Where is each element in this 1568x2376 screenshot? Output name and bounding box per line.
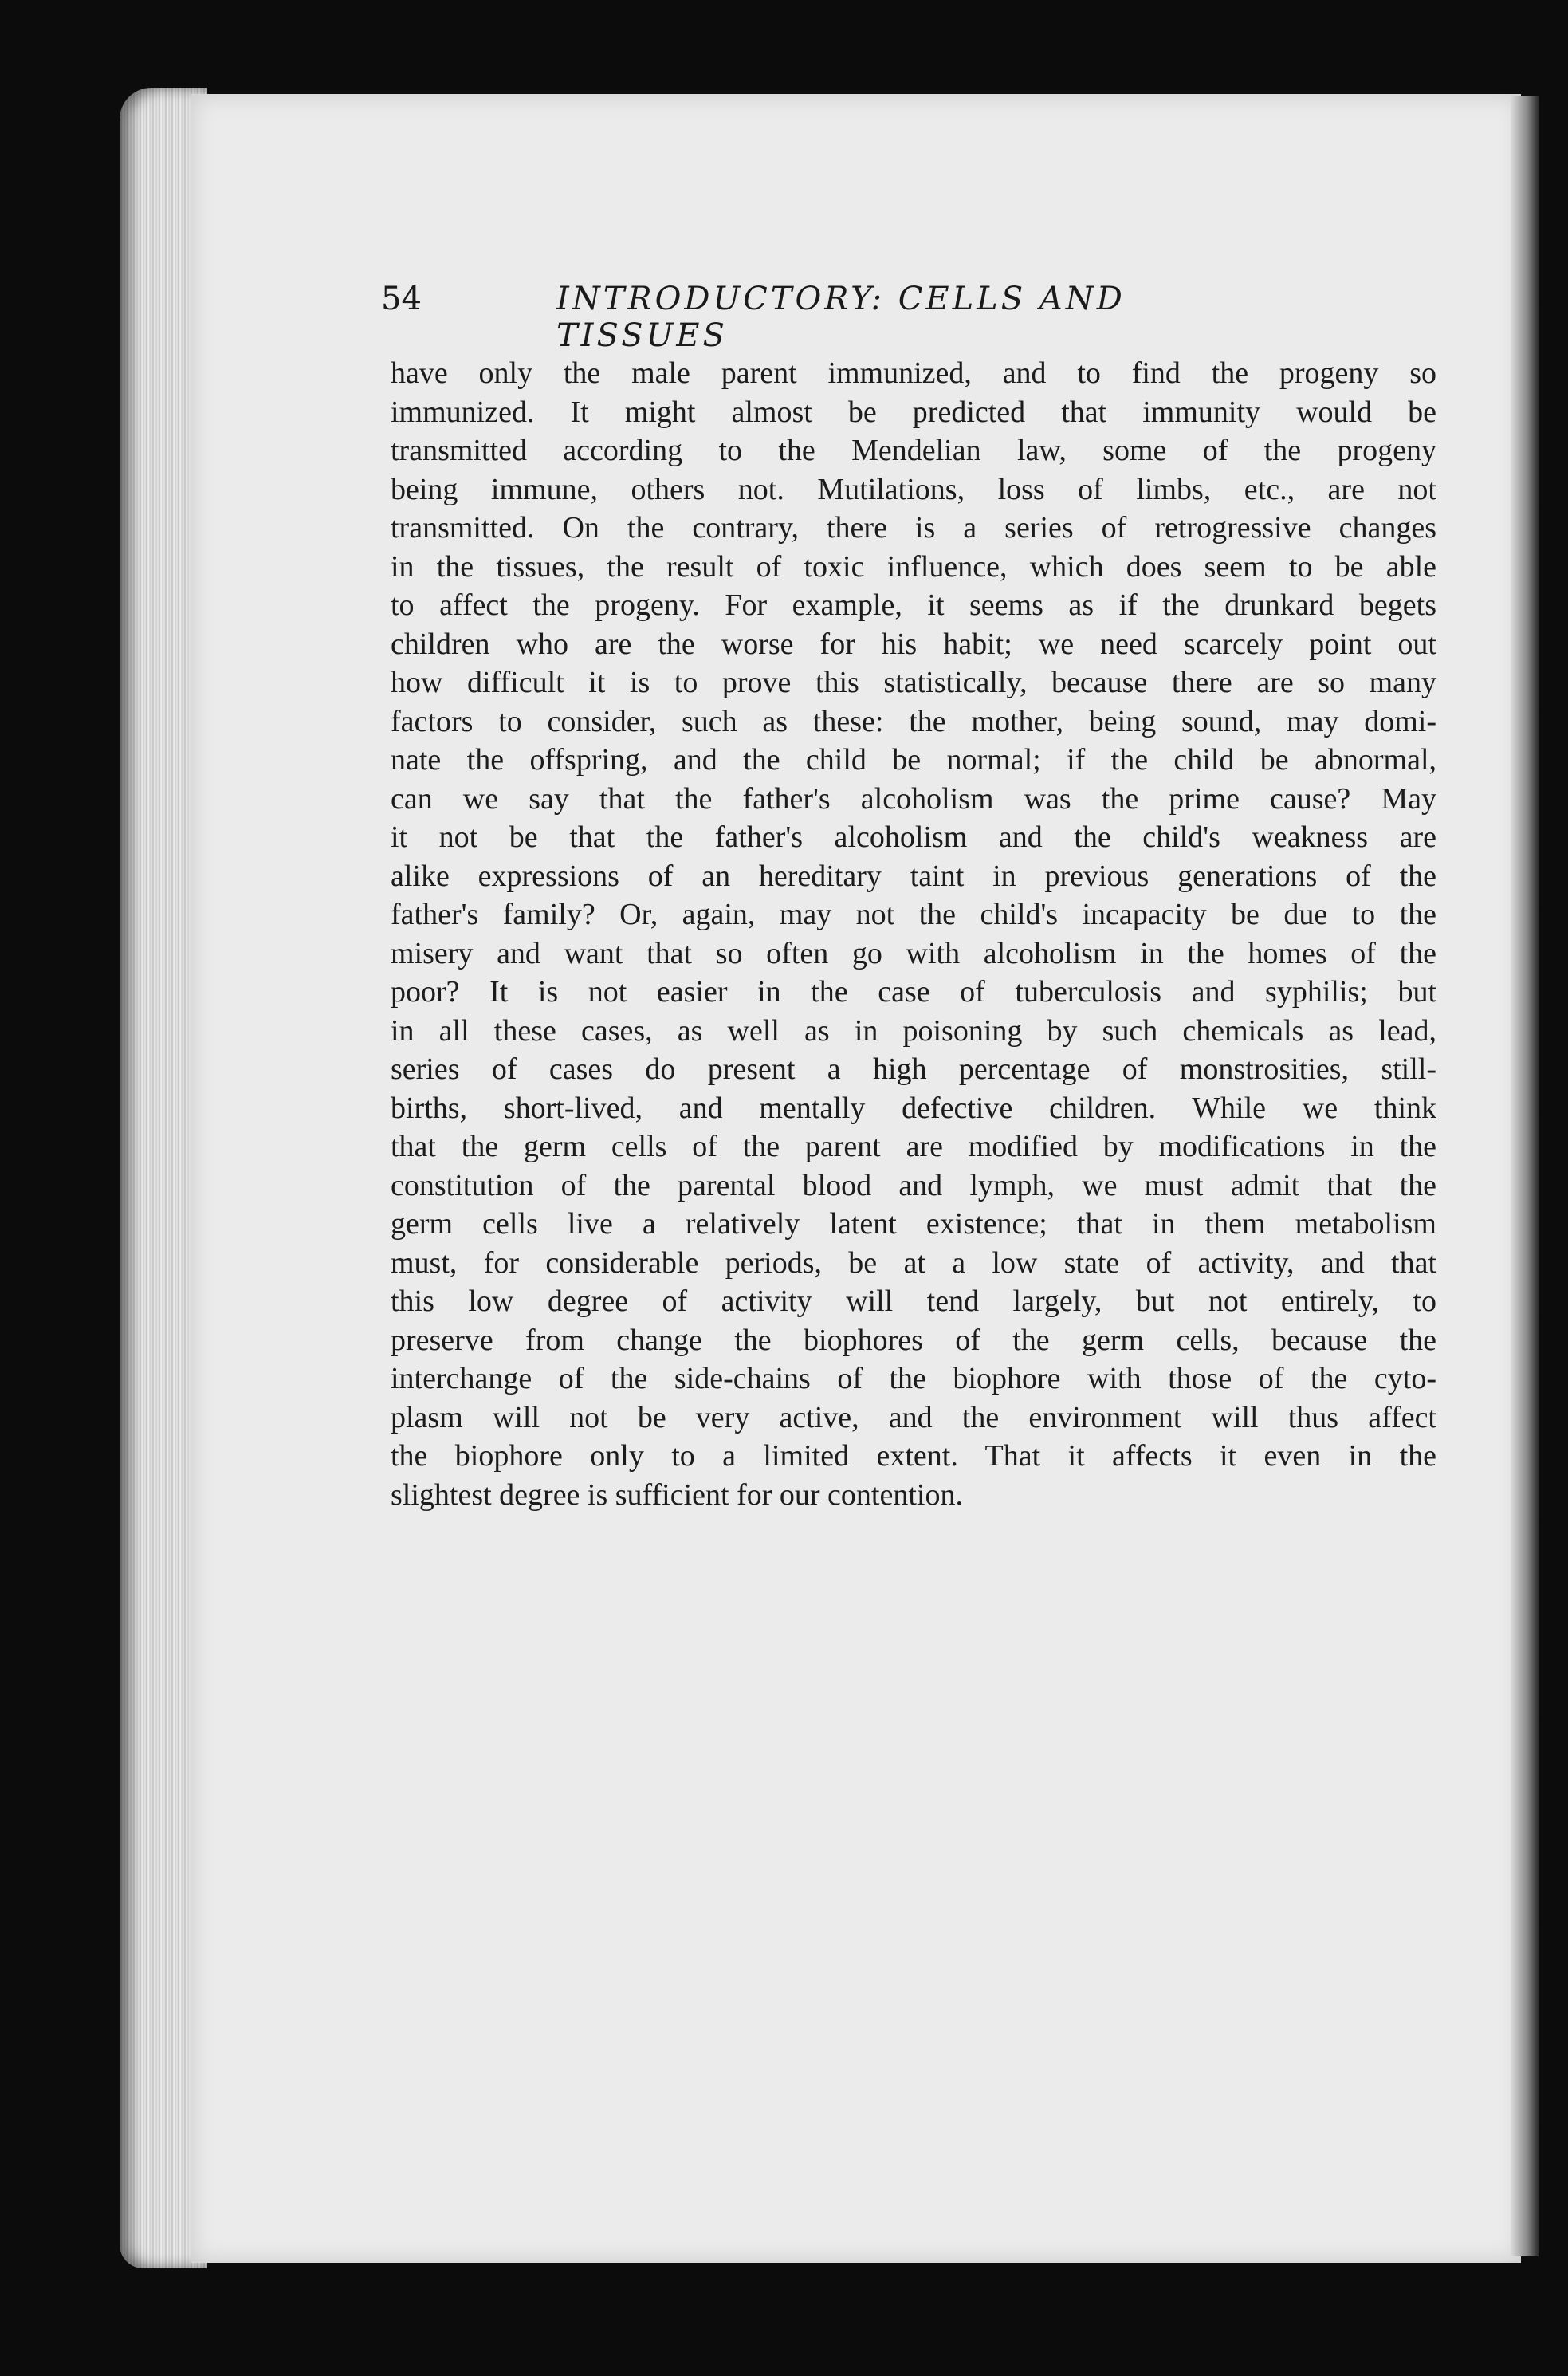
text-line: constitution of the parental blood and lymph, we must admit that the	[391, 1168, 1436, 1202]
running-head: INTRODUCTORY: CELLS AND TISSUES	[556, 281, 1126, 354]
text-line: have only the male parent immunized, and to find the progeny so	[391, 356, 1436, 390]
page-header	[381, 281, 1282, 354]
text-line: the biophore only to a limited extent. That it affects it even in the	[391, 1439, 1436, 1473]
text-line: factors to consider, such as these: the mother, being sound, may domi-	[391, 704, 1436, 738]
text-line: immunized. It might almost be predicted that immunity would be	[391, 395, 1436, 429]
text-line: in the tissues, the result of toxic influence, which does seem to be able	[391, 549, 1436, 584]
text-line: transmitted. On the contrary, there is a series of retrogressive changes	[391, 511, 1436, 545]
text-line: germ cells live a relatively latent existence; that in them metabolism	[391, 1207, 1436, 1241]
text-line: being immune, others not. Mutilations, loss of limbs, etc., are not	[391, 472, 1436, 506]
body-text	[391, 354, 1436, 1514]
text-line: poor? It is not easier in the case of tuberculosis and syphilis; but	[391, 975, 1436, 1009]
text-line: alike expressions of an hereditary taint in previous generations of the	[391, 859, 1436, 893]
text-line: plasm will not be very active, and the environment will thus affect	[391, 1400, 1436, 1434]
text-line: nate the offspring, and the child be normal; if the child be abnormal,	[391, 743, 1436, 777]
text-line: interchange of the side-chains of the biophore with those of the cyto-	[391, 1362, 1436, 1395]
text-line: slightest degree is sufficient for our contention.	[391, 1477, 963, 1512]
text-line: series of cases do present a high percentage of monstrosities, still-	[391, 1052, 1436, 1086]
page-edge	[1511, 96, 1539, 2256]
text-line: how difficult it is to prove this statistically, because there are so many	[391, 666, 1436, 699]
text-line: misery and want that so often go with alcoholism in the homes of the	[391, 936, 1436, 970]
text-line: it not be that the father's alcoholism and the child's weakness are	[391, 820, 1436, 854]
text-line: births, short-lived, and mentally defective children. While we think	[391, 1091, 1436, 1125]
text-line: this low degree of activity will tend largely, but not entirely, to	[391, 1284, 1436, 1318]
text-line: that the germ cells of the parent are modified by modifications in the	[391, 1130, 1436, 1163]
text-line: preserve from change the biophores of the germ cells, because the	[391, 1323, 1436, 1357]
text-line: can we say that the father's alcoholism was the prime cause? May	[391, 781, 1436, 816]
text-line: father's family? Or, again, may not the child's incapacity be due to the	[391, 898, 1436, 931]
text-line: must, for considerable periods, be at a low state of activity, and that	[391, 1245, 1436, 1280]
text-line: children who are the worse for his habit; we need scarcely point out	[391, 627, 1436, 661]
page-number: 54	[381, 281, 422, 317]
text-line: to affect the progeny. For example, it seems as if the drunkard begets	[391, 588, 1436, 622]
text-line: transmitted according to the Mendelian law, some of the progeny	[391, 434, 1436, 467]
text-line: in all these cases, as well as in poisoning by such chemicals as lead,	[391, 1013, 1436, 1048]
